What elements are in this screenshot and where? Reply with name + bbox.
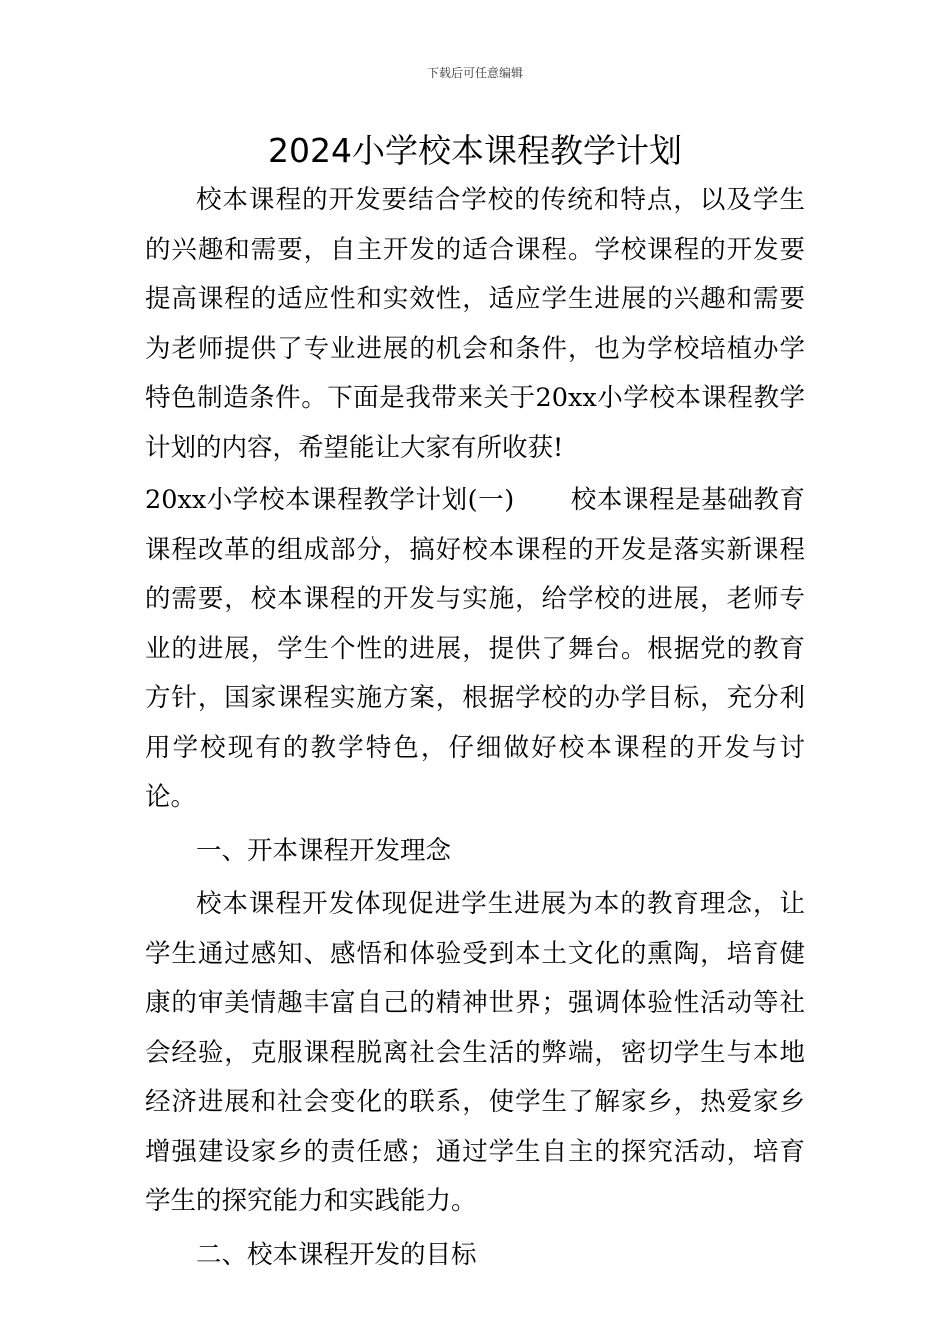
document-title: 2024小学校本课程教学计划 — [268, 131, 682, 170]
header-note: 下载后可任意编辑 — [426, 66, 523, 80]
document-body — [145, 176, 805, 1280]
section-heading-2: 二、校本课程开发的目标 — [196, 1239, 477, 1270]
intro-paragraph: 校本课程的开发要结合学校的传统和特点，以及学生的兴趣和需要，自主开发的适合课程。学校课程的开发要提高课程的适应性和实效性，适应学生进展的兴趣和需要为老师提供了专业进展的机会和条件，也为学校培植办学特色制造条件。下面是我带来关于20xx小学校本课程教学计划的内容，希望能让大家有所收获! — [145, 185, 805, 463]
philosophy-paragraph: 校本课程开发体现促进学生进展为本的教育理念，让学生通过感知、感悟和体验受到本土文化的熏陶，培育健康的审美情趣丰富自己的精神世界；强调体验性活动等社会经验，克服课程脱离社会生活的弊端，密切学生与本地经济进展和社会变化的联系，使学生了解家乡，热爱家乡增强建设家乡的责任感；通过学生自主的探究活动，培育学生的探究能力和实践能力。 — [145, 889, 805, 1216]
section-1-paragraph — [145, 476, 805, 823]
section-1-label: 20xx小学校本课程教学计划(一) — [145, 485, 515, 515]
section-heading-1: 一、开本课程开发理念 — [196, 835, 452, 866]
section-1-body: 校本课程是基础教育课程改革的组成部分，搞好校本课程的开发是落实新课程的需要，校本课程的开发与实施，给学校的进展，老师专业的进展，学生个性的进展，提供了舞台。根据党的教育方针，国家课程实施方案，根据学校的办学目标，充分利用学校现有的教学特色，仔细做好校本课程的开发与讨论。 — [145, 485, 805, 812]
